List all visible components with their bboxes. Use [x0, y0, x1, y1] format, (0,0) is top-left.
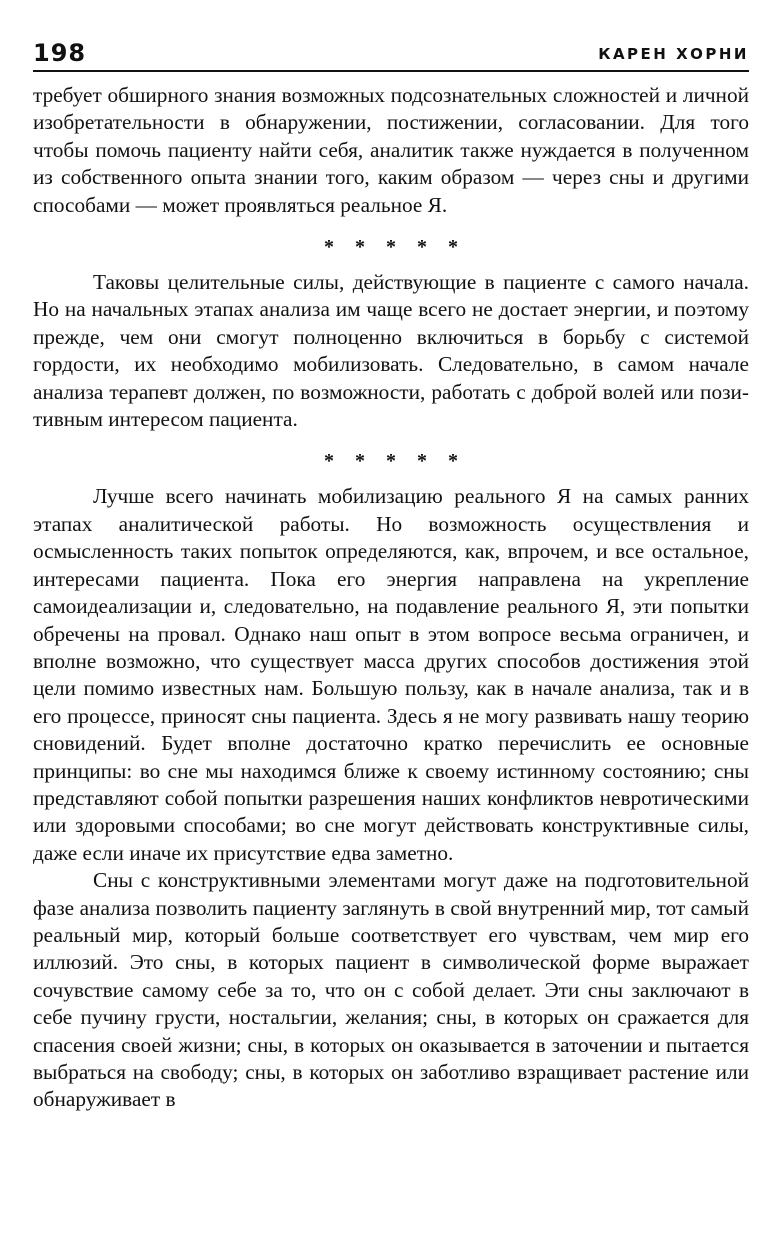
paragraph-continued: требует обширного знания возможных подсознательных сложностей и личной изобретательности в обнаружении, постижении, согласовании. Для того чтобы помочь пациенту найти себя, аналитик также нуждается в полученном из собственного опыта знании того, каким образом — через сны и другими способами — может проявляться реальное Я. [33, 83, 749, 217]
page-header [33, 38, 749, 68]
page-body [33, 82, 749, 1114]
paragraph-mobilization: Лучше всего начинать мобилизацию реального Я на самых ранних этапах аналитической работы. Но возможность осуществления и осмысленность таких попыток определяются, как, впрочем, и все остальное, интересами пациента. Пока его энергия направлена на укрепление самоидеализации и, следовательно, на подавление реального Я, эти попытки обречены на провал. Однако наш опыт в этом вопросе весьма ограничен, и вполне возможно, что существует масса других способов достижения этой цели помимо известных нам. Большую пользу, как в начале анализа, так и в его процессе, приносят сны пациента. Здесь я не могу развивать нашу теорию сновидений. Будет вполне достаточно кратко перечислить ее основные принципы: во сне мы находимся ближе к своему истинному состоянию; сны представляют собой попытки разрешения наших конфликтов невротическими или здоровыми способами; во сне могут действовать конструктивные силы, даже если иначе их присутствие едва заметно. [33, 484, 749, 865]
paragraph-constructive-dreams: Сны с конструктивными элементами могут даже на подготовительной фазе анализа позволить пациенту заглянуть в свой внутренний мир, тот самый реальный мир, который больше соответствует его чувствам, чем мир его иллюзий. Это сны, в которых пациент в символической форме выражает сочувствие самому себе за то, что он с собой делает. Эти сны заключают в себе пучину грусти, ностальгии, желания; сны, в которых он сражается для спасения своей жизни; сны, в которых он оказывается в заточении и пытается выбраться на свободу; сны, в которых он заботливо взращивает растение или обнаруживает в [33, 868, 749, 1112]
page-number: 198 [33, 39, 87, 67]
section-separator-1: * * * * * [324, 236, 466, 259]
running-head-author: КАРЕН ХОРНИ [598, 45, 749, 63]
header-rule [33, 70, 749, 72]
section-separator-2: * * * * * [324, 450, 466, 473]
paragraph-healing-forces: Таковы целительные силы, действующие в пациенте с самого начала. Но на начальных этапах анализа им чаще всего не достает энергии, и поэтому прежде, чем они смогут полноценно включиться в борьбу с системой гордости, их необходимо мобилизовать. Следовательно, в самом начале анализа терапевт должен, по возможности, работать с доброй волей или позитивным интересом пациента. [33, 270, 749, 432]
